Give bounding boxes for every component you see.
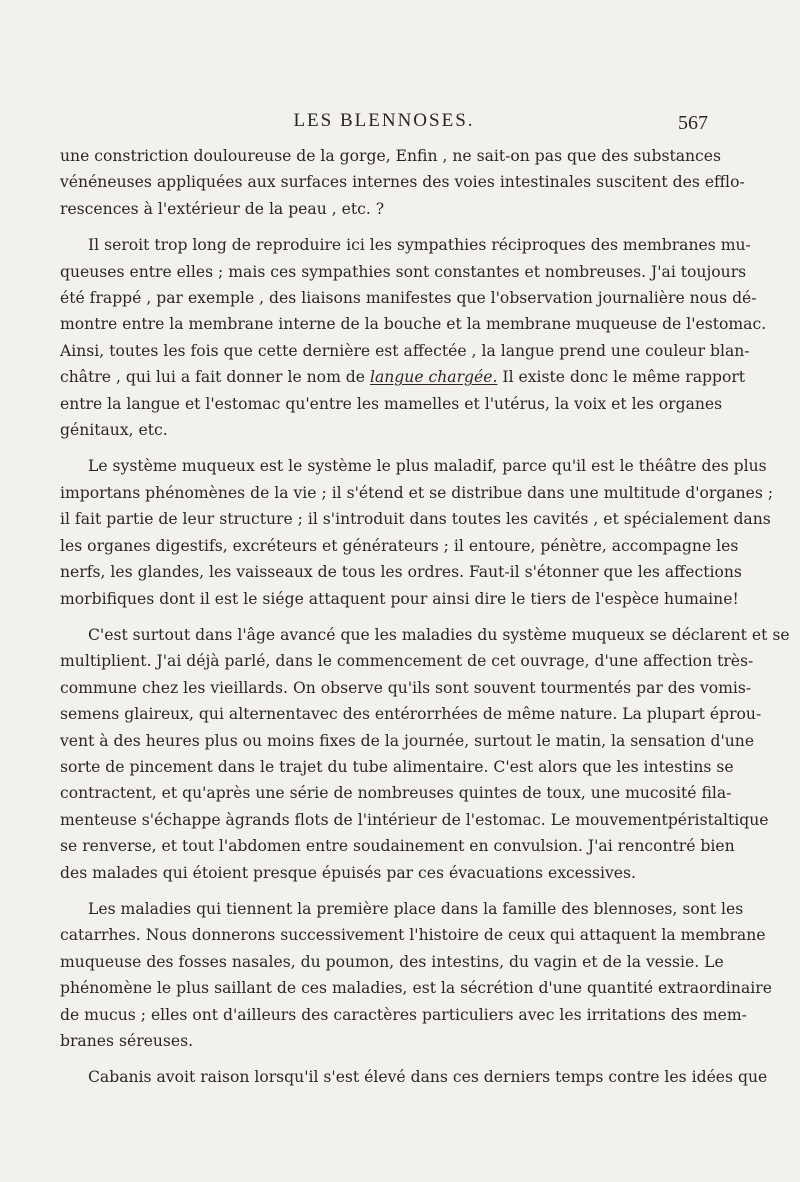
text-line: catarrhes. Nous donnerons successivement l'histoire de ceux qui attaquent la membrane (60, 926, 766, 945)
text-line: génitaux, etc. (60, 421, 168, 440)
text-line (60, 364, 746, 390)
text-line: importans phénomènes de la vie ; il s'étend et se distribue dans une multitude d'organes ; (60, 483, 774, 502)
paragraph (60, 453, 774, 611)
paragraph (60, 622, 790, 886)
text-line: été frappé , par exemple , des liaisons manifestes que l'observation journalière nous dé- (60, 289, 757, 308)
text-line: montre entre la membrane interne de la bouche et la membrane muqueuse de l'estomac. (60, 315, 767, 334)
text-line: vénéneuses appliquées aux surfaces internes des voies intestinales suscitent des efflo- (60, 173, 745, 192)
text-line: des malades qui étoient presque épuisés par ces évacuations excessives. (60, 863, 636, 882)
text-line: entre la langue et l'estomac qu'entre les mamelles et l'utérus, la voix et les organes (60, 394, 723, 413)
text-line: commune chez les vieillards. On observe qu'ils sont souvent tourmentés par des vomis- (60, 678, 752, 697)
paragraph (60, 896, 772, 1054)
text-line: il fait partie de leur structure ; il s'introduit dans toutes les cavités , et spécialement dans (60, 510, 771, 529)
text-line: nerfs, les glandes, les vaisseaux de tous les ordres. Faut-il s'étonner que les affections (60, 563, 742, 582)
text-line: de mucus ; elles ont d'ailleurs des caractères particuliers avec les irritations des mem- (60, 1005, 747, 1024)
page-header (60, 110, 708, 140)
text-line: vent à des heures plus ou moins fixes de la journée, surtout le matin, la sensation d'une (60, 731, 755, 750)
text-line: semens glaireux, qui alternentavec des entérorrhées de même nature. La plupart éprou- (60, 705, 762, 724)
emphasis-text: langue chargée. (369, 368, 498, 387)
text-line: les organes digestifs, excréteurs et générateurs ; il entoure, pénètre, accompagne les (60, 536, 739, 555)
text-line: multiplient. J'ai déjà parlé, dans le commencement de cet ouvrage, d'une affection très- (60, 652, 754, 671)
paragraph (60, 232, 767, 443)
text-line: muqueuse des fosses nasales, du poumon, des intestins, du vagin et de la vessie. Le (60, 952, 724, 971)
text-line: phénomène le plus saillant de ces maladies, est la sécrétion d'une quantité extraordinaire (60, 979, 772, 998)
text-line: une constriction douloureuse de la gorge, Enfin , ne sait-on pas que des substances (60, 147, 722, 165)
text-line: branes séreuses. (60, 1032, 194, 1050)
text-line: Ainsi, toutes les fois que cette dernière est affectée , la langue prend une couleur blan- (60, 341, 750, 360)
text-line: Le système muqueux est le système le plus maladif, parce qu'il est le théâtre des plus (88, 457, 767, 476)
text-line: C'est surtout dans l'âge avancé que les maladies du système muqueux se déclarent et se (88, 625, 790, 644)
running-title: LES BLENNOSES. (293, 110, 475, 131)
text-line: Cabanis avoit raison lorsqu'il s'est élevé dans ces derniers temps contre les idées que (88, 1068, 768, 1087)
paragraph (60, 143, 745, 222)
page-number: 567 (678, 112, 708, 134)
text-line: queuses entre elles ; mais ces sympathies sont constantes et nombreuses. J'ai toujours (60, 262, 747, 281)
body-text (60, 143, 790, 1091)
text-line: Les maladies qui tiennent la première place dans la famille des blennoses, sont les (88, 899, 744, 918)
text-line: rescences à l'extérieur de la peau , etc. ? (60, 199, 385, 218)
text-line: menteuse s'échappe àgrands flots de l'intérieur de l'estomac. Le mouvementpéristaltique (60, 810, 769, 829)
text-segment: Il existe donc le même rapport (497, 368, 746, 387)
text-line: contractent, et qu'après une série de nombreuses quintes de toux, une mucosité fila- (60, 784, 732, 803)
text-line: se renverse, et tout l'abdomen entre soudainement en convulsion. J'ai rencontré bien (60, 837, 735, 856)
text-line: sorte de pincement dans le trajet du tube alimentaire. C'est alors que les intestins se (60, 757, 734, 776)
paragraph (60, 1064, 768, 1090)
text-segment: châtre , qui lui a fait donner le nom de (60, 368, 370, 387)
text-line: Il seroit trop long de reproduire ici les sympathies réciproques des membranes mu- (88, 236, 751, 255)
text-line: morbifiques dont il est le siége attaquent pour ainsi dire le tiers de l'espèce humaine! (60, 589, 739, 608)
